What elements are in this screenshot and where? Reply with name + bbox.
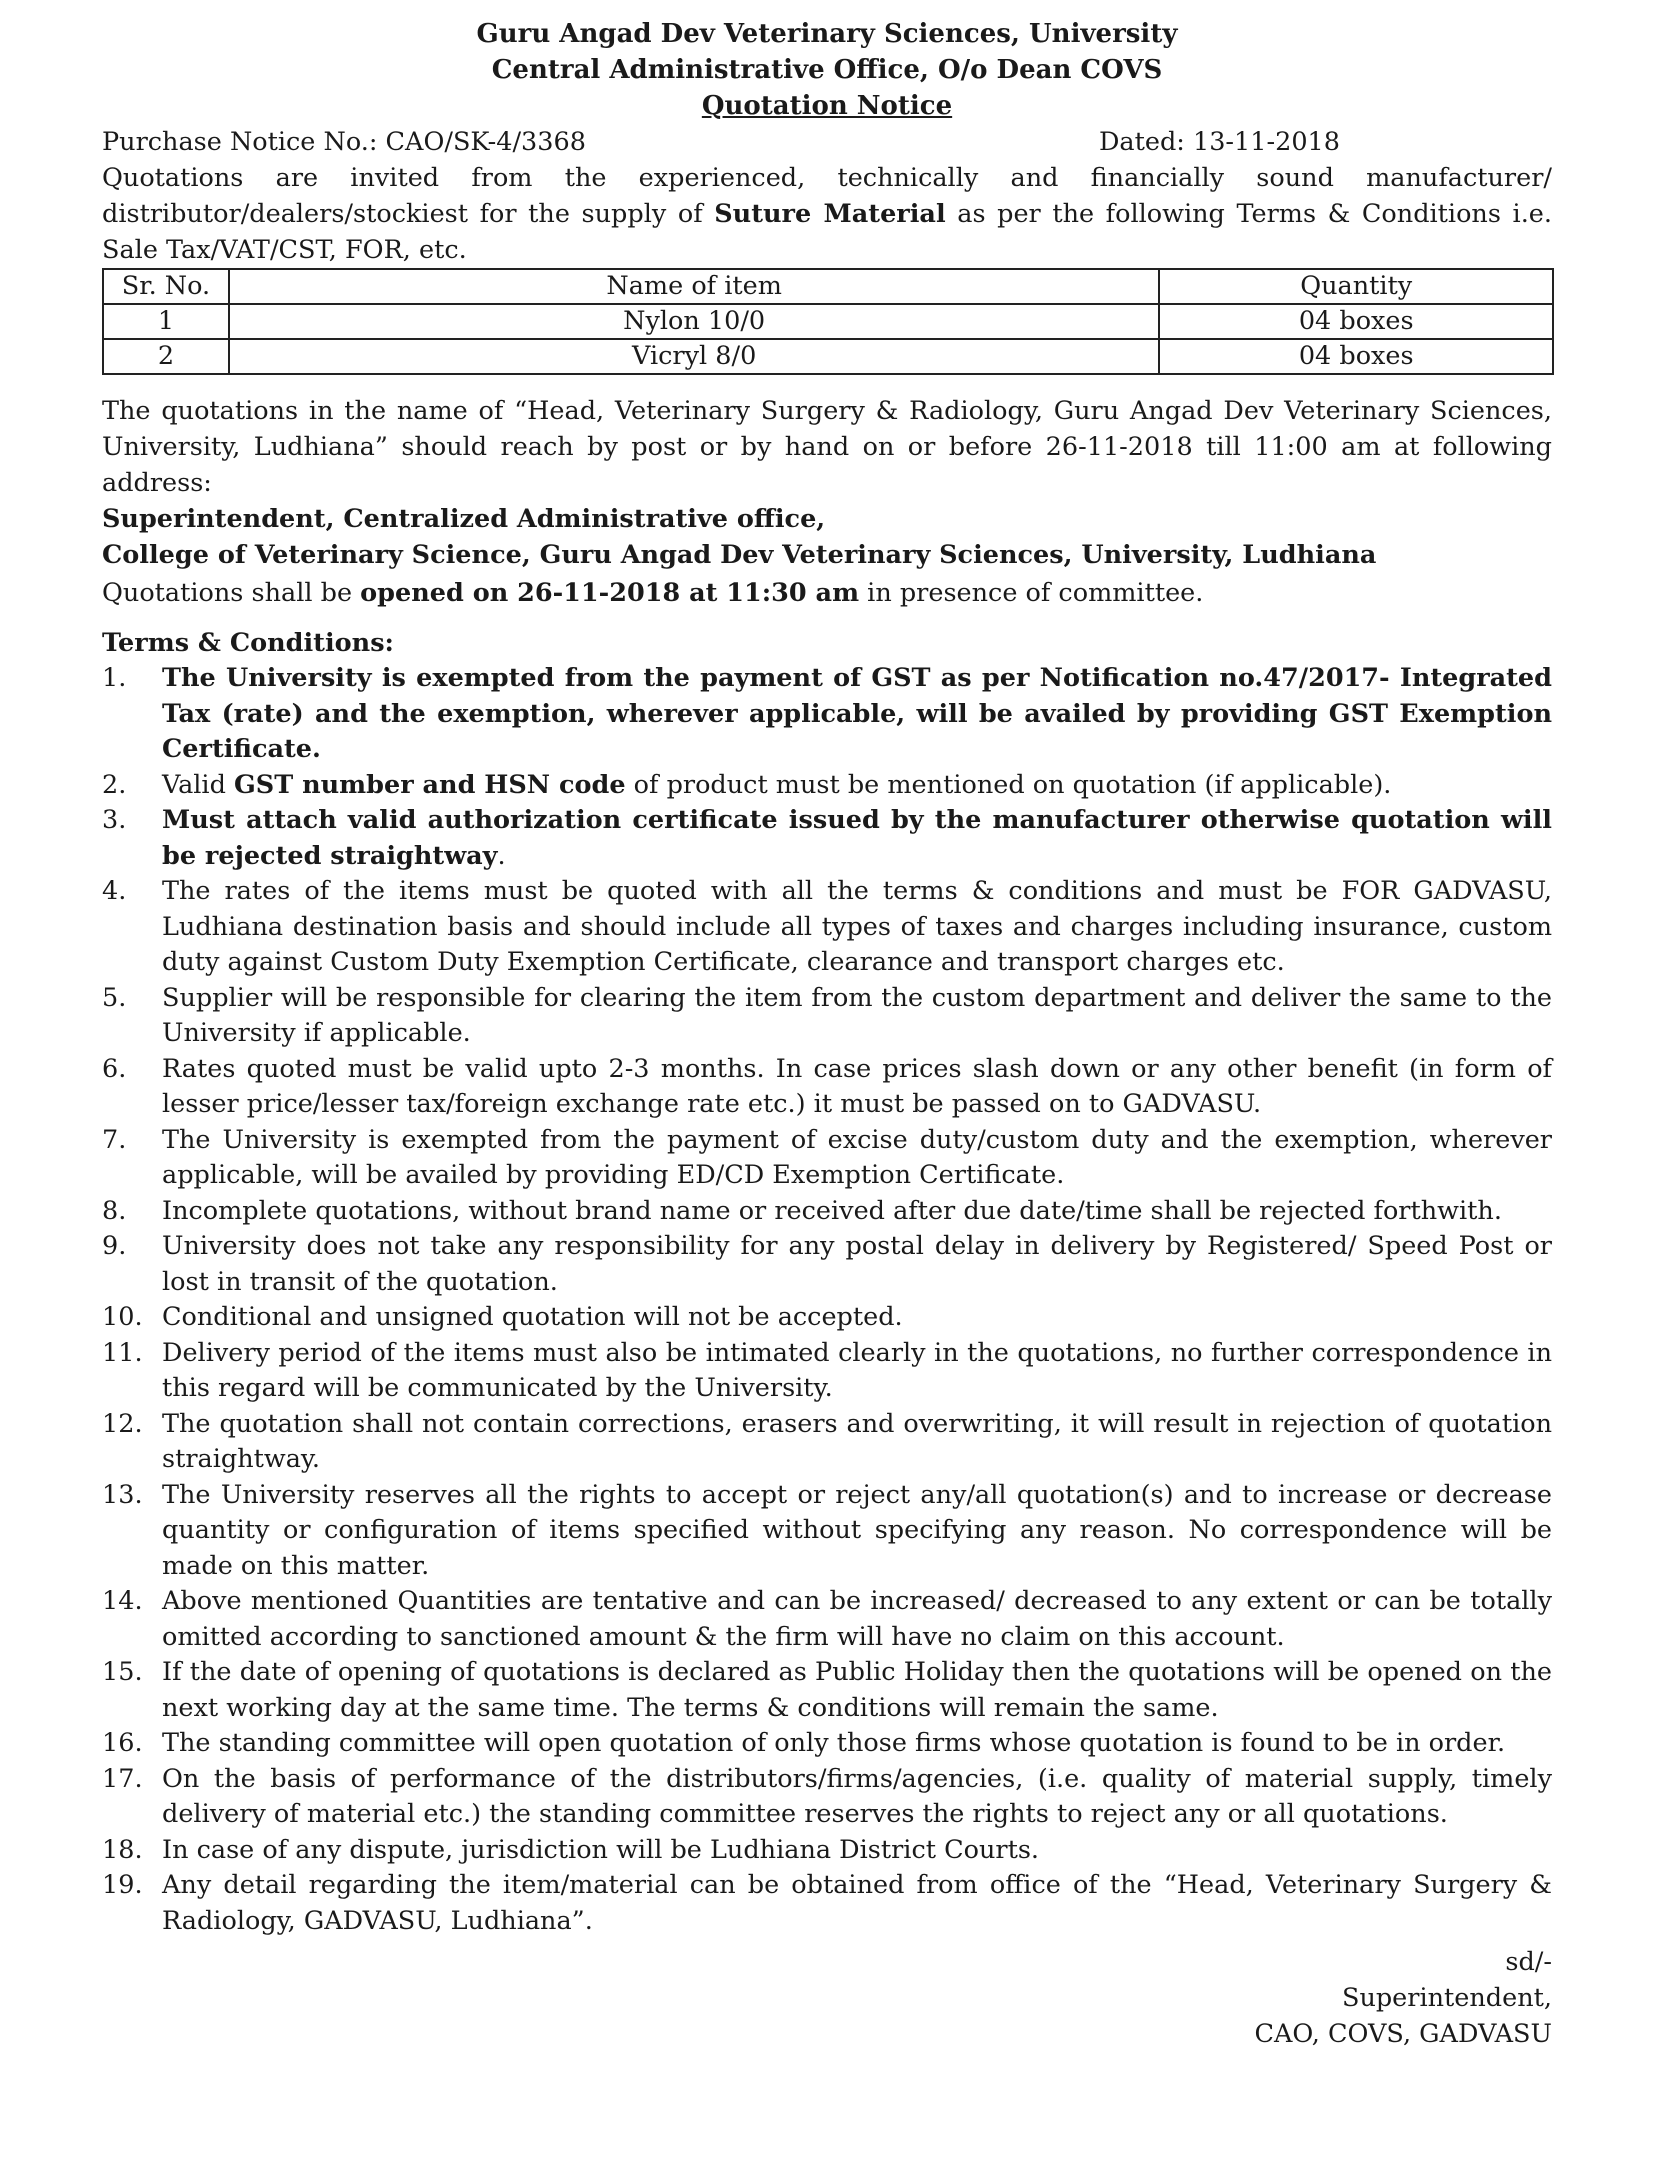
term-item <box>102 1123 1552 1194</box>
term-number: 1. <box>102 663 127 693</box>
term-text-part: Delivery period of the items must also be intimated clearly in the quotations, no further correspondence in this regard will be communicated by the University. <box>162 1337 1552 1403</box>
terms-list <box>102 661 1552 1939</box>
opening-date-time: opened on 26-11-2018 at 11:30 am <box>360 578 860 608</box>
university-name: Guru Angad Dev Veterinary Sciences, University <box>476 19 1178 49</box>
term-text <box>162 768 1552 804</box>
term-text-part: . <box>497 840 506 871</box>
term-number: 2. <box>102 769 127 800</box>
term-item <box>102 1052 1552 1123</box>
term-number: 9. <box>102 1231 127 1261</box>
term-text <box>162 1336 1552 1407</box>
term-item <box>102 768 1552 804</box>
term-text <box>162 1762 1552 1833</box>
term-number: 10. <box>102 1302 143 1332</box>
term-item <box>102 1478 1552 1585</box>
term-number: 4. <box>102 876 127 906</box>
term-text <box>162 1833 1552 1869</box>
term-item <box>102 1868 1552 1939</box>
term-text-part: Rates quoted must be valid upto 2-3 months. In case prices slash down or any other benefit (in form of lesser price/lesser tax/foreign exchange rate etc.) it must be passed on to GADVASU. <box>162 1053 1552 1119</box>
signature-block <box>1254 1944 1552 2052</box>
opening-text-post: in presence of committee. <box>859 578 1204 608</box>
term-text-part: Any detail regarding the item/material can be obtained from office of the “Head, Veterinary Surgery & Radiology, GADVASU, Ludhiana”. <box>162 1870 1552 1936</box>
address-line-2: College of Veterinary Science, Guru Angad Dev Veterinary Sciences, University, Ludhiana <box>102 540 1377 570</box>
table-cell: Nylon 10/0 <box>229 304 1160 339</box>
opening-text-pre: Quotations shall be <box>102 578 361 608</box>
term-number: 17. <box>102 1763 143 1794</box>
table-row <box>103 339 1553 374</box>
table-row <box>103 304 1553 339</box>
purchase-notice-number: Purchase Notice No.: CAO/SK-4/3368 <box>102 127 586 157</box>
term-number: 3. <box>102 805 127 835</box>
term-text-part: The University reserves all the rights to accept or reject any/all quotation(s) and to increase or decrease quantity or configuration of items specified without specifying any reason. No correspondence will be made on this matter. <box>162 1479 1552 1581</box>
term-item <box>102 803 1552 874</box>
table-cell: 04 boxes <box>1159 339 1553 374</box>
term-text <box>162 661 1552 768</box>
term-text-part: Incomplete quotations, without brand name or received after due date/time shall be rejected forthwith. <box>162 1195 1502 1226</box>
term-number: 19. <box>102 1870 143 1900</box>
items-table <box>102 268 1554 375</box>
signatory-title: Superintendent, <box>1341 1983 1552 2013</box>
term-item <box>102 661 1552 768</box>
term-number: 11. <box>102 1337 143 1368</box>
term-text <box>162 1123 1552 1194</box>
office-name: Central Administrative Office, O/o Dean COVS <box>491 55 1163 85</box>
term-text <box>162 1052 1552 1123</box>
opening-paragraph <box>102 575 1552 611</box>
table-header-row <box>103 269 1553 304</box>
intro-text-post: as per the following Terms & Conditions i.e. Sale Tax/VAT/CST, FOR, etc. <box>102 199 1552 265</box>
term-item <box>102 1336 1552 1407</box>
term-item <box>102 1584 1552 1655</box>
term-number: 14. <box>102 1586 143 1616</box>
term-item <box>102 1726 1552 1762</box>
term-text-part: The standing committee will open quotation of only those firms whose quotation is found to be in order. <box>162 1728 1506 1758</box>
term-text-part: On the basis of performance of the distributors/firms/agencies, (i.e. quality of material supply, timely delivery of material etc.) the standing committee reserves the rights to reject any or all quotations. <box>162 1763 1552 1829</box>
term-number: 18. <box>102 1834 143 1865</box>
term-text <box>162 1868 1552 1939</box>
term-number: 15. <box>102 1657 143 1687</box>
term-text-bold: The University is exempted from the payment of GST as per Notification no.47/2017- Integrated Tax (rate) and the exemption, wherever applicable, will be availed by providing GST Exemption Certificate. <box>162 663 1552 764</box>
term-text <box>162 1726 1552 1762</box>
term-number: 6. <box>102 1053 127 1084</box>
notice-page <box>102 16 1552 1939</box>
term-number: 16. <box>102 1728 143 1758</box>
term-number: 12. <box>102 1408 143 1439</box>
signatory-office: CAO, COVS, GADVASU <box>1254 2019 1552 2049</box>
term-text <box>162 803 1552 874</box>
term-item <box>102 1194 1552 1230</box>
term-item <box>102 1407 1552 1478</box>
term-text <box>162 1584 1552 1655</box>
table-cell: Vicryl 8/0 <box>229 339 1160 374</box>
term-number: 5. <box>102 982 127 1013</box>
terms-title: Terms & Conditions: <box>102 628 394 658</box>
notice-meta <box>102 124 1552 160</box>
term-item <box>102 981 1552 1052</box>
table-header-cell: Name of item <box>229 269 1160 304</box>
table-cell: 04 boxes <box>1159 304 1553 339</box>
term-text-bold: Must attach valid authorization certificate issued by the manufacturer otherwise quotation will be rejected straightway <box>162 805 1552 871</box>
term-text <box>162 1478 1552 1585</box>
term-text <box>162 1655 1552 1726</box>
term-text <box>162 1194 1552 1230</box>
intro-text-pre: Quotations are invited from the experienced, technically and financially sound manufacturer/ distributor/dealers/stockiest for the supply of <box>102 163 1552 229</box>
term-text-part: University does not take any responsibility for any postal delay in delivery by Registered/ Speed Post or lost in transit of the quotation. <box>162 1231 1552 1297</box>
signature-mark: sd/- <box>1505 1947 1552 1977</box>
term-text-part: Conditional and unsigned quotation will not be accepted. <box>162 1302 903 1332</box>
term-text-part: Valid <box>162 769 235 800</box>
submission-paragraph: The quotations in the name of “Head, Veterinary Surgery & Radiology, Guru Angad Dev Veterinary Sciences, University, Ludhiana” should reach by post or by hand on or before 26-11-2018 till 11:00 am at following address: <box>102 396 1552 498</box>
term-text-bold: GST number and HSN code <box>234 769 626 800</box>
term-text <box>162 1407 1552 1478</box>
table-cell: 1 <box>103 304 229 339</box>
term-text-part: Supplier will be responsible for clearing the item from the custom department and deliver the same to the University if applicable. <box>162 982 1552 1048</box>
intro-paragraph <box>102 160 1552 268</box>
term-text-part: Above mentioned Quantities are tentative and can be increased/ decreased to any extent or can be totally omitted according to sanctioned amount & the firm will have no claim on this account. <box>162 1586 1552 1652</box>
term-number: 8. <box>102 1195 127 1226</box>
term-text <box>162 981 1552 1052</box>
term-text <box>162 874 1552 981</box>
table-cell: 2 <box>103 339 229 374</box>
term-number: 7. <box>102 1124 127 1155</box>
term-text-part: If the date of opening of quotations is declared as Public Holiday then the quotations will be opened on the next working day at the same time. The terms & conditions will remain the same. <box>162 1657 1552 1723</box>
term-text-part: The rates of the items must be quoted with all the terms & conditions and must be FOR GADVASU, Ludhiana destination basis and should include all types of taxes and charges including insurance, custom duty against Custom Duty Exemption Certificate, clearance and transport charges etc. <box>162 876 1552 977</box>
term-item <box>102 1655 1552 1726</box>
term-text <box>162 1300 1552 1336</box>
table-header-cell: Sr. No. <box>103 269 229 304</box>
term-item <box>102 1762 1552 1833</box>
term-item <box>102 1833 1552 1869</box>
term-item <box>102 1300 1552 1336</box>
intro-item-name: Suture Material <box>714 199 946 229</box>
term-item <box>102 874 1552 981</box>
term-text-part: The quotation shall not contain corrections, erasers and overwriting, it will result in rejection of quotation straightway. <box>162 1408 1552 1474</box>
table-header-cell: Quantity <box>1159 269 1553 304</box>
term-item <box>102 1229 1552 1300</box>
term-text <box>162 1229 1552 1300</box>
term-text-part: of product must be mentioned on quotation (if applicable). <box>625 769 1392 800</box>
page-title: Quotation Notice <box>701 91 953 121</box>
term-number: 13. <box>102 1479 143 1510</box>
notice-date: Dated: 13-11-2018 <box>1098 127 1340 157</box>
term-text-part: The University is exempted from the payment of excise duty/custom duty and the exemption, wherever applicable, will be availed by providing ED/CD Exemption Certificate. <box>162 1124 1552 1190</box>
term-text-part: In case of any dispute, jurisdiction will be Ludhiana District Courts. <box>162 1834 1040 1865</box>
address-line-1: Superintendent, Centralized Administrative office, <box>102 504 826 534</box>
